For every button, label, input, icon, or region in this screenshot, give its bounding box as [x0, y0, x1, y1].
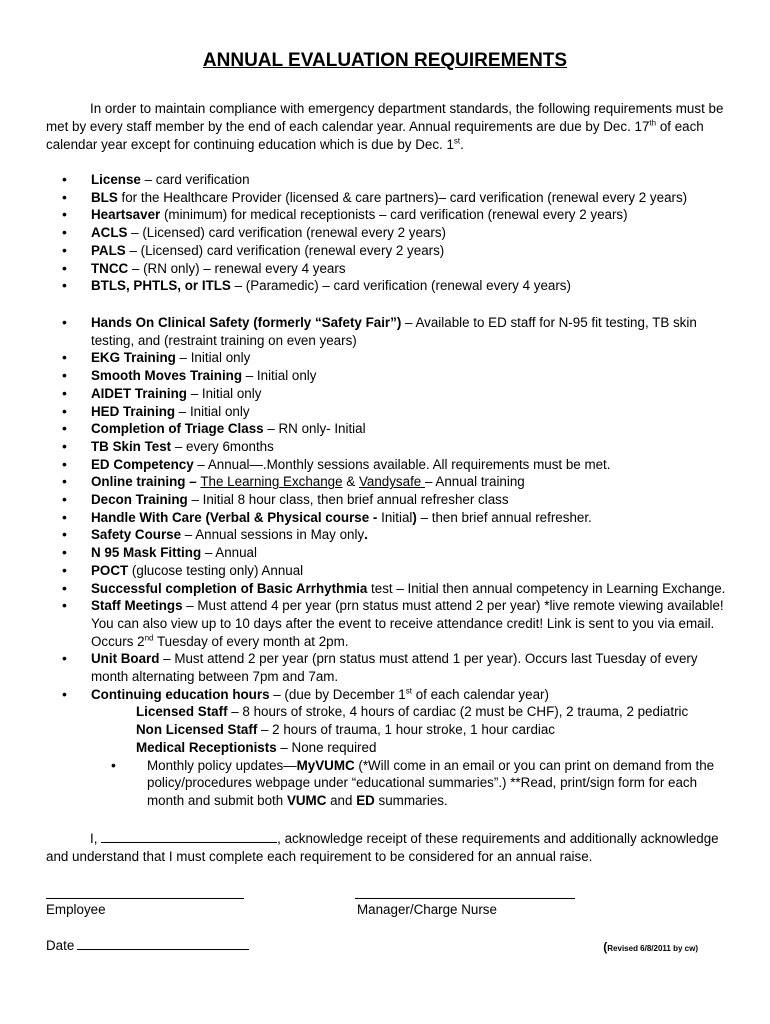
- ce-licensed-staff: Licensed Staff – 8 hours of stroke, 4 hours of cardiac (2 must be CHF), 2 trauma, 2 pediatric: [136, 704, 689, 720]
- list-item-bls: • BLS for the Healthcare Provider (licensed & care partners)– card verification (renewal every 2 years): [62, 189, 730, 207]
- list-item-poct: • POCT (glucose testing only) Annual: [62, 562, 730, 580]
- intro-sup-2: st: [453, 136, 461, 146]
- list-item-policy-updates: • Monthly policy updates—MyVUMC (*Will come in an email or you can print on demand from the policy/procedures webpage under “educational summaries”.) **Read, print/sign form for each month and submit both VUMC and ED summaries.: [91, 757, 730, 810]
- revision-text: Revised 6/8/2011 by cw): [607, 944, 698, 953]
- intro-text-2: of each calendar year except for continuing education which is due by Dec. 1: [46, 119, 704, 152]
- employee-signature-line[interactable]: [46, 898, 244, 899]
- list-item-acls: • ACLS – (Licensed) card verification (renewal every 2 years): [62, 224, 730, 242]
- name-blank-field[interactable]: [101, 830, 277, 843]
- list-item-heartsaver: • Heartsaver (minimum) for medical receptionists – card verification (renewal every 2 years): [62, 206, 730, 224]
- list-item-handle-with-care: • Handle With Care (Verbal & Physical course - Initial) – then brief annual refresher.: [62, 509, 730, 527]
- list-item-hands-on: • Hands On Clinical Safety (formerly “Safety Fair”) – Available to ED staff for N-95 fit testing, TB skin testing, and (restraint training on even years): [62, 314, 730, 349]
- list-item-safety-course: • Safety Course – Annual sessions in May only.: [62, 526, 730, 544]
- revision-paren: (: [603, 940, 608, 954]
- intro-text-1: In order to maintain compliance with emergency department standards, the following requirements must be met by every staff member by the end of each calendar year. Annual requirements are due by Dec. 17: [46, 101, 724, 134]
- requirements-list: [62, 314, 730, 810]
- ce-medical-receptionists: Medical Receptionists – None required: [136, 739, 377, 755]
- list-item-online-training: • Online training – The Learning Exchange & Vandysafe – Annual training: [62, 473, 730, 491]
- list-item-smooth-moves: • Smooth Moves Training – Initial only: [62, 367, 730, 385]
- list-item-continuing-education: • Continuing education hours – (due by December 1st of each calendar year) Licensed Staff – 8 hours of stroke, 4 hours of cardiac (2 must be CHF), 2 trauma, 2 pediatric Non Licensed Staff – 2 hours of trauma, 1 hour stroke, 1 hour cardiac Medical Receptionists – None required • Monthly policy updates—MyVUMC (*Will come in an email or you can print on demand from the policy/procedures webpage under “educational summaries”.) **Read, print/sign form for each month and submit both VUMC and ED summaries.: [62, 686, 730, 810]
- list-item-tncc: • TNCC – (RN only) – renewal every 4 years: [62, 260, 730, 278]
- ack-start: I,: [90, 831, 102, 846]
- list-item-pals: • PALS – (Licensed) card verification (renewal every 2 years): [62, 242, 730, 260]
- revision-note: [603, 940, 698, 954]
- intro-paragraph: [46, 100, 726, 154]
- intro-sup-1: th: [649, 118, 657, 128]
- vandysafe-link: Vandysafe: [358, 474, 425, 490]
- intro-text-3: .: [460, 137, 464, 152]
- employee-label: Employee: [46, 902, 106, 917]
- list-item-tb-test: • TB Skin Test – every 6months: [62, 438, 730, 456]
- list-item-ekg: • EKG Training – Initial only: [62, 349, 730, 367]
- document-title: ANNUAL EVALUATION REQUIREMENTS: [202, 50, 568, 71]
- list-item-license: • License – card verification: [62, 171, 730, 189]
- list-item-hed: • HED Training – Initial only: [62, 403, 730, 421]
- manager-label: Manager/Charge Nurse: [357, 902, 497, 917]
- learning-exchange-link: The Learning Exchange: [200, 474, 343, 490]
- list-item-btls: • BTLS, PHTLS, or ITLS – (Paramedic) – card verification (renewal every 4 years): [62, 277, 730, 295]
- certification-list: [62, 171, 730, 295]
- manager-signature-line[interactable]: [355, 898, 575, 899]
- list-item-staff-meetings: • Staff Meetings – Must attend 4 per year (prn status must attend 2 per year) *live remote viewing available! You can also view up to 10 days after the event to receive attendance credit! Link is sent to you via email. Occurs 2nd Tuesday of every month at 2pm.: [62, 597, 730, 650]
- ack-text: , acknowledge receipt of these requirements and additionally acknowledge and understand that I must complete each requirement to be considered for an annual raise.: [46, 831, 719, 864]
- list-item-unit-board: • Unit Board – Must attend 2 per year (prn status must attend 1 per year). Occurs last Tuesday of every month alternating between 7pm and 7am.: [62, 650, 730, 685]
- date-row: [46, 937, 249, 953]
- list-item-arrhythmia: • Successful completion of Basic Arrhythmia test – Initial then annual competency in Learning Exchange.: [62, 580, 730, 598]
- ce-sub-list: [91, 757, 730, 810]
- list-item-decon: • Decon Training – Initial 8 hour class, then brief annual refresher class: [62, 491, 730, 509]
- date-field-line[interactable]: [77, 937, 249, 950]
- list-item-n95: • N 95 Mask Fitting – Annual: [62, 544, 730, 562]
- list-item-aidet: • AIDET Training – Initial only: [62, 385, 730, 403]
- list-item-ed-competency: • ED Competency – Annual—.Monthly sessions available. All requirements must be met.: [62, 456, 730, 474]
- date-label: Date: [46, 938, 75, 953]
- ce-non-licensed-staff: Non Licensed Staff – 2 hours of trauma, 1 hour stroke, 1 hour cardiac: [136, 722, 556, 738]
- acknowledgement-paragraph: [46, 830, 726, 866]
- list-item-triage: • Completion of Triage Class – RN only- Initial: [62, 420, 730, 438]
